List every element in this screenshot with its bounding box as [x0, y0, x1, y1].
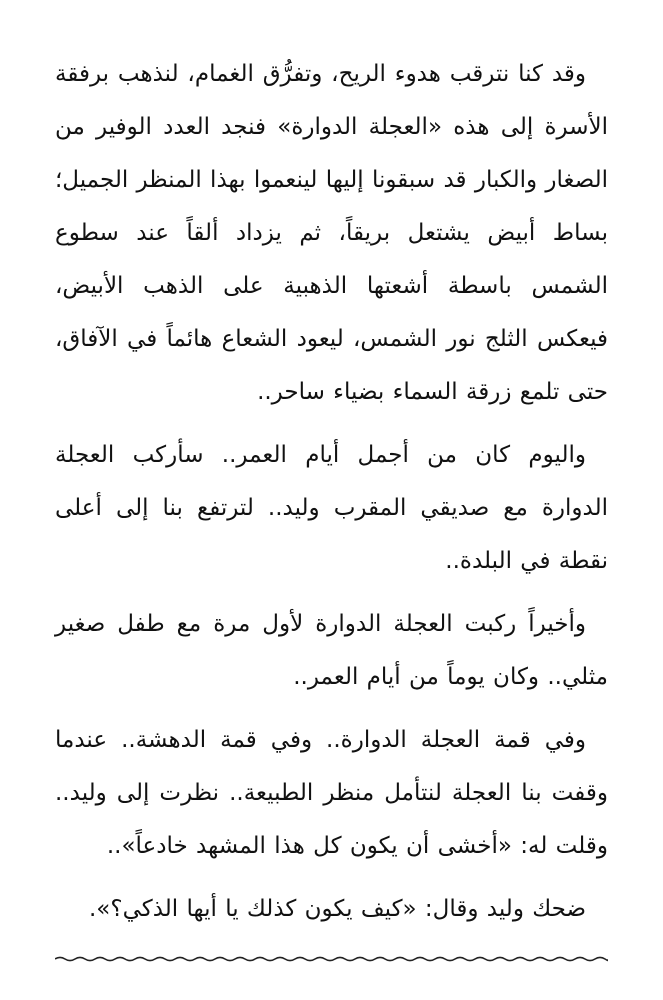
paragraph-4: وفي قمة العجلة الدوارة.. وفي قمة الدهشة.. عندما وقفت بنا العجلة لنتأمل منظر الطبيعة.. نظرت إلى وليد.. وقلت له: «أخشى أن يكون كل هذا المشهد خادعاً».. — [55, 727, 608, 859]
wavy-line — [55, 957, 608, 960]
paragraph-2: واليوم كان من أجمل أيام العمر.. سأركب العجلة الدوارة مع صديقي المقرب وليد.. لترتفع بنا إلى أعلى نقطة في البلدة.. — [55, 442, 608, 574]
paragraph-5: ضحك وليد وقال: «كيف يكون كذلك يا أيها الذكي؟». — [89, 896, 586, 922]
wavy-divider — [55, 952, 608, 966]
paragraph-3: وأخيراً ركبت العجلة الدوارة لأول مرة مع طفل صغير مثلي.. وكان يوماً من أيام العمر.. — [55, 611, 608, 690]
paragraph-1: وقد كنا نترقب هدوء الريح، وتفرُّق الغمام، لنذهب برفقة الأسرة إلى هذه «العجلة الدوارة» فنجد العدد الوفير من الصغار والكبار قد سبقونا إليها لينعموا بهذا المنظر الجميل؛ بساط أبيض يشتعل بريقاً، ثم يزداد ألقاً عند سطوع الشمس باسطة أشعتها الذهبية على الذهب الأبيض، فيعكس الثلج نور الشمس، ليعود الشعاع هائماً في الآفاق، حتى تلمع زرقة السماء بضياء ساحر.. — [55, 61, 608, 405]
